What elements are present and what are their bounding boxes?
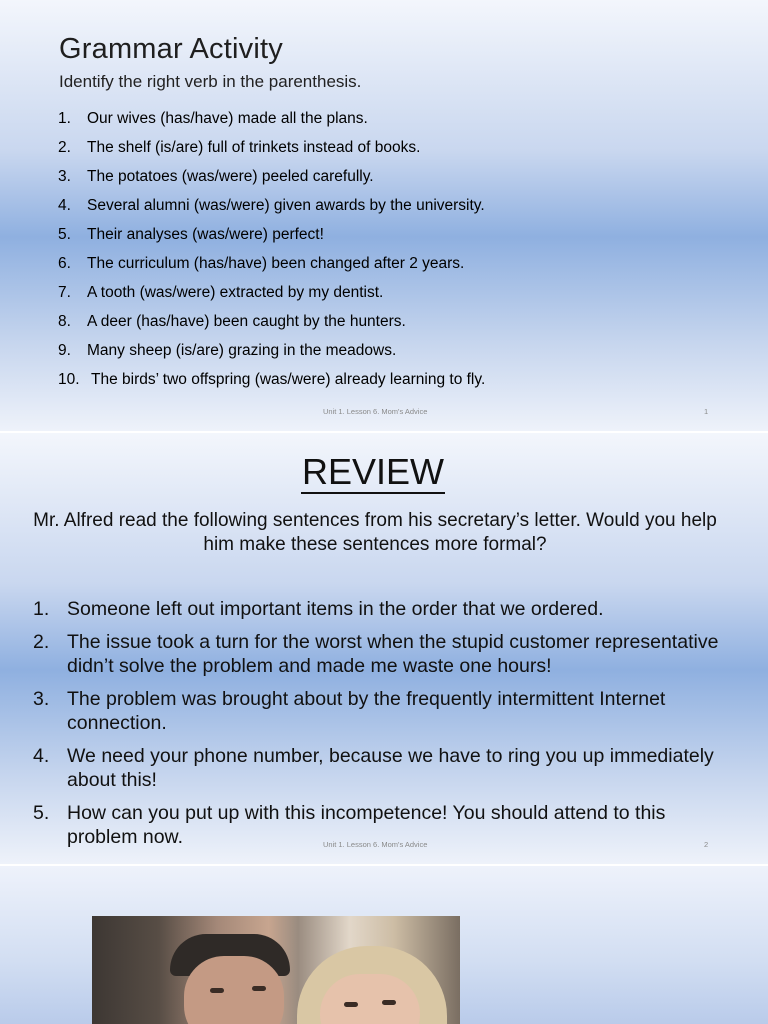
- list-item: [58, 367, 485, 396]
- list-item: [58, 251, 485, 280]
- slide-footer-text: Unit 1. Lesson 6. Mom's Advice: [323, 407, 428, 416]
- review-sentence-list: [33, 597, 733, 858]
- item-text: Someone left out important items in the order that we ordered.: [67, 598, 604, 620]
- item-number: 9.: [58, 342, 71, 359]
- item-text: Our wives (has/have) made all the plans.: [87, 110, 368, 127]
- item-number: 4.: [58, 197, 71, 214]
- slide-title: Grammar Activity: [59, 33, 283, 65]
- item-text: The problem was brought about by the frequently intermittent Internet connection.: [67, 688, 666, 734]
- list-item: [33, 630, 733, 678]
- list-item: [58, 309, 485, 338]
- list-item: [58, 280, 485, 309]
- list-item: [58, 193, 485, 222]
- item-text: A deer (has/have) been caught by the hunters.: [87, 313, 406, 330]
- item-text: Several alumni (was/were) given awards by the university.: [87, 197, 485, 214]
- list-item: [33, 744, 733, 792]
- slide-page-number: 2: [704, 840, 709, 849]
- slide-intro: Mr. Alfred read the following sentences from his secretary’s letter. Would you help him make these sentences more formal?: [33, 510, 717, 555]
- item-text: The potatoes (was/were) peeled carefully.: [87, 168, 374, 185]
- item-number: 3.: [58, 168, 71, 185]
- item-text: Their analyses (was/were) perfect!: [87, 226, 324, 243]
- item-text: A tooth (was/were) extracted by my dentist.: [87, 284, 384, 301]
- slide-footer-text: Unit 1. Lesson 6. Mom's Advice: [323, 840, 428, 849]
- slide-photo: [0, 866, 768, 1024]
- slide-subtitle: Identify the right verb in the parenthesis.: [59, 72, 362, 91]
- item-text: The birds’ two offspring (was/were) already learning to fly.: [91, 371, 486, 388]
- review-title-text: REVIEW: [301, 451, 444, 492]
- list-item: [33, 687, 733, 735]
- list-item: [33, 597, 733, 621]
- item-number: 3.: [33, 688, 50, 710]
- photo-eye: [344, 1002, 358, 1007]
- list-item: [58, 106, 485, 135]
- photo-eye: [252, 986, 266, 991]
- item-number: 6.: [58, 255, 71, 272]
- list-item: [58, 338, 485, 367]
- slide-review: [0, 433, 768, 864]
- slide-page-number: 1: [704, 407, 709, 416]
- item-text: We need your phone number, because we have to ring you up immediately about this!: [67, 745, 714, 791]
- slide-title: [0, 451, 746, 493]
- item-number: 1.: [58, 110, 71, 127]
- item-number: 5.: [58, 226, 71, 243]
- item-number: 2.: [33, 631, 50, 653]
- photo-eye: [382, 1000, 396, 1005]
- item-number: 10.: [58, 371, 80, 388]
- item-number: 8.: [58, 313, 71, 330]
- list-item: [58, 135, 485, 164]
- item-text: The issue took a turn for the worst when the stupid customer representative didn’t solve the problem and made me waste one hours!: [67, 631, 719, 677]
- list-item: [58, 164, 485, 193]
- item-text: The curriculum (has/have) been changed after 2 years.: [87, 255, 465, 272]
- photo-eye: [210, 988, 224, 993]
- list-item: [58, 222, 485, 251]
- photo-man-face: [184, 956, 284, 1024]
- item-text: How can you put up with this incompetence! You should attend to this problem now.: [67, 802, 666, 848]
- item-number: 1.: [33, 598, 50, 620]
- item-number: 7.: [58, 284, 71, 301]
- item-text: The shelf (is/are) full of trinkets instead of books.: [87, 139, 421, 156]
- slide-grammar-activity: [0, 0, 768, 431]
- item-text: Many sheep (is/are) grazing in the meadows.: [87, 342, 397, 359]
- item-number: 4.: [33, 745, 50, 767]
- item-number: 5.: [33, 802, 50, 824]
- item-number: 2.: [58, 139, 71, 156]
- grammar-question-list: [58, 106, 485, 396]
- people-photo: [92, 916, 460, 1024]
